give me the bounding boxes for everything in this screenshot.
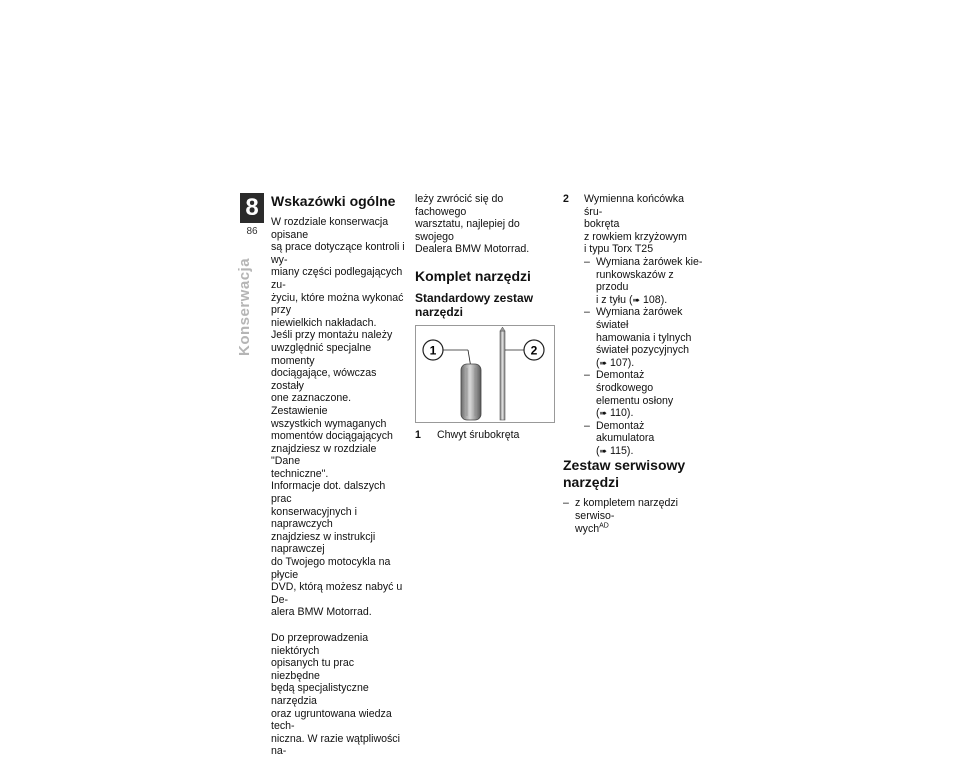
list-item-indicator-bulbs: – Wymiana żarówek kie- runkowskazów z przodu i z tyłu (➠ 108). — [584, 255, 703, 306]
paragraph-special-tools — [271, 632, 405, 758]
list-item-battery: – Demontaż akumulatora (➠ 115). — [584, 419, 655, 457]
column-toolkit — [415, 193, 555, 442]
caption-text: Chwyt śrubokręta — [437, 428, 520, 441]
heading-general-notes: Wskazówki ogólne — [271, 193, 396, 209]
callout-label-2: 2 — [530, 343, 538, 358]
legend-item-2 — [563, 193, 703, 256]
text-line: są prace dotyczące kontroli i wy- — [271, 241, 405, 266]
page-ref-arrow-icon: ➠ — [599, 445, 608, 456]
text-line: Jeśli przy montażu należy — [271, 329, 393, 342]
screwdriver-bit — [500, 331, 505, 420]
chapter-side-label: Konserwacja — [236, 257, 253, 356]
page-ref-link[interactable]: 108). — [643, 293, 668, 306]
text-line: techniczne". — [271, 467, 329, 480]
paragraph-maintenance-intro — [271, 216, 405, 619]
screwdriver-figure — [415, 325, 555, 423]
screwdriver-handle — [461, 364, 481, 420]
option-superscript: AD — [599, 522, 609, 530]
page-ref-link[interactable]: 107). — [610, 356, 635, 369]
text-line: niewielkich nakładach. — [271, 316, 377, 329]
text-line: Dealera BMW Motorrad. — [415, 243, 530, 256]
legend-number: 2 — [563, 193, 569, 205]
text-line: bokręta — [584, 218, 620, 231]
text-line: będą specjalistyczne narzędzia — [271, 682, 369, 707]
text-line: miany części podlegających zu- — [271, 266, 403, 291]
column-general-notes — [271, 193, 405, 758]
chapter-number: 8 — [245, 194, 259, 221]
text-line: z rowkiem krzyżowym — [584, 230, 687, 243]
list-item-center-panel: – Demontaż środkowego elementu osłony (➠ 110). — [584, 369, 674, 420]
heading-service-toolkit: Zestaw serwisowy narzędzi — [563, 457, 686, 491]
text-line: Do przeprowadzenia niektórych — [271, 632, 369, 657]
text-line: i typu Torx T25 — [584, 243, 654, 256]
text-line: W rozdziale konserwacja opisane — [271, 216, 389, 241]
text-line: opisanych tu prac niezbędne — [271, 657, 355, 682]
callout-label-1: 1 — [429, 343, 437, 358]
list-item-brake-bulbs: – Wymiana żarówek świateł hamowania i tylnych świateł pozycyjnych (➠ 107). — [584, 306, 692, 369]
text-line: niczna. W razie wątpliwości na- — [271, 732, 400, 758]
text-line: warsztatu, najlepiej do swojego — [415, 218, 520, 243]
heading-toolkit: Komplet narzędzi — [415, 267, 531, 284]
text-line: DVD, którą możesz nabyć u De- — [271, 581, 403, 606]
text-line: znajdziesz w rozdziale "Dane — [271, 442, 377, 468]
page-ref-link[interactable]: 115). — [610, 444, 634, 457]
page-ref-arrow-icon: ➠ — [599, 408, 608, 419]
text-line: wszystkich wymaganych — [271, 417, 387, 430]
text-line: alera BMW Motorrad. — [271, 606, 372, 619]
page-number: 86 — [246, 226, 258, 237]
paragraph-continued — [415, 193, 555, 256]
caption-number: 1 — [415, 428, 421, 441]
text-line: uwzględnić specjalne momenty — [271, 341, 372, 367]
page-ref-arrow-icon: ➠ — [599, 357, 608, 368]
text-line: dociągające, wówczas zostały — [271, 367, 377, 392]
text-line: konserwacyjnych i naprawczych — [271, 505, 357, 531]
screwdriver-illustration — [416, 326, 554, 422]
list-item-service-toolkit: – z kompletem narzędzi serwiso- wych$^{AD}$ — [563, 497, 679, 535]
figure-caption — [415, 429, 555, 442]
heading-standard-toolkit: Standardowy zestaw narzędzi — [415, 290, 534, 319]
text-line: oraz ugruntowana wiedza tech- — [271, 707, 392, 733]
page-ref-link[interactable]: 110). — [610, 407, 634, 420]
text-line: leży zwrócić się do fachowego — [415, 193, 504, 218]
text-line: Wymienna końcówka śru- — [584, 193, 684, 218]
text-line: Informacje dot. dalszych prac — [271, 480, 386, 506]
column-bit-uses — [563, 193, 703, 535]
text-line: one zaznaczone. Zestawienie — [271, 392, 352, 417]
text-line: życiu, które można wykonać przy — [271, 291, 404, 317]
text-line: do Twojego motocykla na płycie — [271, 556, 391, 581]
page-ref-arrow-icon: ➠ — [632, 294, 641, 305]
text-line: znajdziesz w instrukcji naprawczej — [271, 530, 376, 556]
text-line: momentów dociągających — [271, 430, 393, 443]
